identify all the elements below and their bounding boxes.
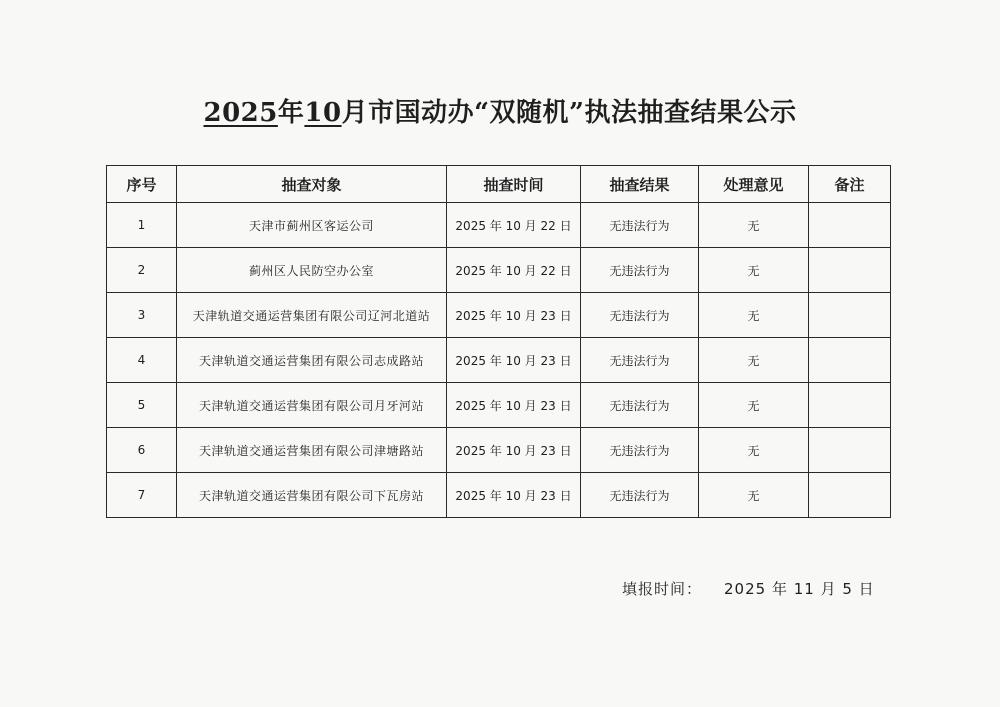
cell-opinion: 无 <box>699 293 809 338</box>
cell-no: 1 <box>107 203 177 248</box>
cell-remark <box>809 293 891 338</box>
header-remark: 备注 <box>809 166 891 203</box>
cell-date: 2025 年 10 月 23 日 <box>447 293 581 338</box>
cell-target: 天津轨道交通运营集团有限公司下瓦房站 <box>177 473 447 518</box>
table-row <box>107 473 891 518</box>
cell-remark <box>809 338 891 383</box>
cell-remark <box>809 203 891 248</box>
cell-remark <box>809 383 891 428</box>
cell-opinion: 无 <box>699 473 809 518</box>
table-header-row <box>107 166 891 203</box>
header-result: 抽查结果 <box>581 166 699 203</box>
cell-result: 无违法行为 <box>581 293 699 338</box>
cell-opinion: 无 <box>699 428 809 473</box>
cell-no: 2 <box>107 248 177 293</box>
report-date-footer <box>622 578 875 599</box>
cell-opinion: 无 <box>699 203 809 248</box>
cell-target: 天津市蓟州区客运公司 <box>177 203 447 248</box>
cell-opinion: 无 <box>699 383 809 428</box>
header-no: 序号 <box>107 166 177 203</box>
cell-result: 无违法行为 <box>581 428 699 473</box>
cell-target: 蓟州区人民防空办公室 <box>177 248 447 293</box>
report-date-value: 2025 年 11 月 5 日 <box>724 580 875 598</box>
cell-date: 2025 年 10 月 23 日 <box>447 383 581 428</box>
table-row <box>107 383 891 428</box>
cell-date: 2025 年 10 月 23 日 <box>447 338 581 383</box>
header-opinion: 处理意见 <box>699 166 809 203</box>
table-row <box>107 428 891 473</box>
cell-result: 无违法行为 <box>581 203 699 248</box>
title-rest: 月市国动办“双随机”执法抽查结果公示 <box>341 98 797 128</box>
cell-no: 3 <box>107 293 177 338</box>
cell-date: 2025 年 10 月 22 日 <box>447 248 581 293</box>
cell-date: 2025 年 10 月 23 日 <box>447 473 581 518</box>
title-year: 2025 <box>203 98 278 128</box>
cell-remark <box>809 248 891 293</box>
cell-result: 无违法行为 <box>581 383 699 428</box>
table-row <box>107 203 891 248</box>
cell-result: 无违法行为 <box>581 338 699 383</box>
cell-date: 2025 年 10 月 22 日 <box>447 203 581 248</box>
header-date: 抽查时间 <box>447 166 581 203</box>
title-year-suffix: 年 <box>277 98 305 128</box>
cell-date: 2025 年 10 月 23 日 <box>447 428 581 473</box>
table-row <box>107 338 891 383</box>
cell-result: 无违法行为 <box>581 473 699 518</box>
report-date-label: 填报时间： <box>622 580 703 598</box>
cell-remark <box>809 473 891 518</box>
table-row <box>107 293 891 338</box>
cell-no: 7 <box>107 473 177 518</box>
page-title <box>0 92 1000 129</box>
cell-target: 天津轨道交通运营集团有限公司志成路站 <box>177 338 447 383</box>
cell-target: 天津轨道交通运营集团有限公司津塘路站 <box>177 428 447 473</box>
cell-target: 天津轨道交通运营集团有限公司辽河北道站 <box>177 293 447 338</box>
cell-result: 无违法行为 <box>581 248 699 293</box>
header-target: 抽查对象 <box>177 166 447 203</box>
title-month: 10 <box>304 98 342 128</box>
cell-no: 6 <box>107 428 177 473</box>
cell-opinion: 无 <box>699 248 809 293</box>
cell-remark <box>809 428 891 473</box>
cell-no: 4 <box>107 338 177 383</box>
cell-opinion: 无 <box>699 338 809 383</box>
cell-no: 5 <box>107 383 177 428</box>
table-row <box>107 248 891 293</box>
cell-target: 天津轨道交通运营集团有限公司月牙河站 <box>177 383 447 428</box>
results-table <box>106 165 891 518</box>
